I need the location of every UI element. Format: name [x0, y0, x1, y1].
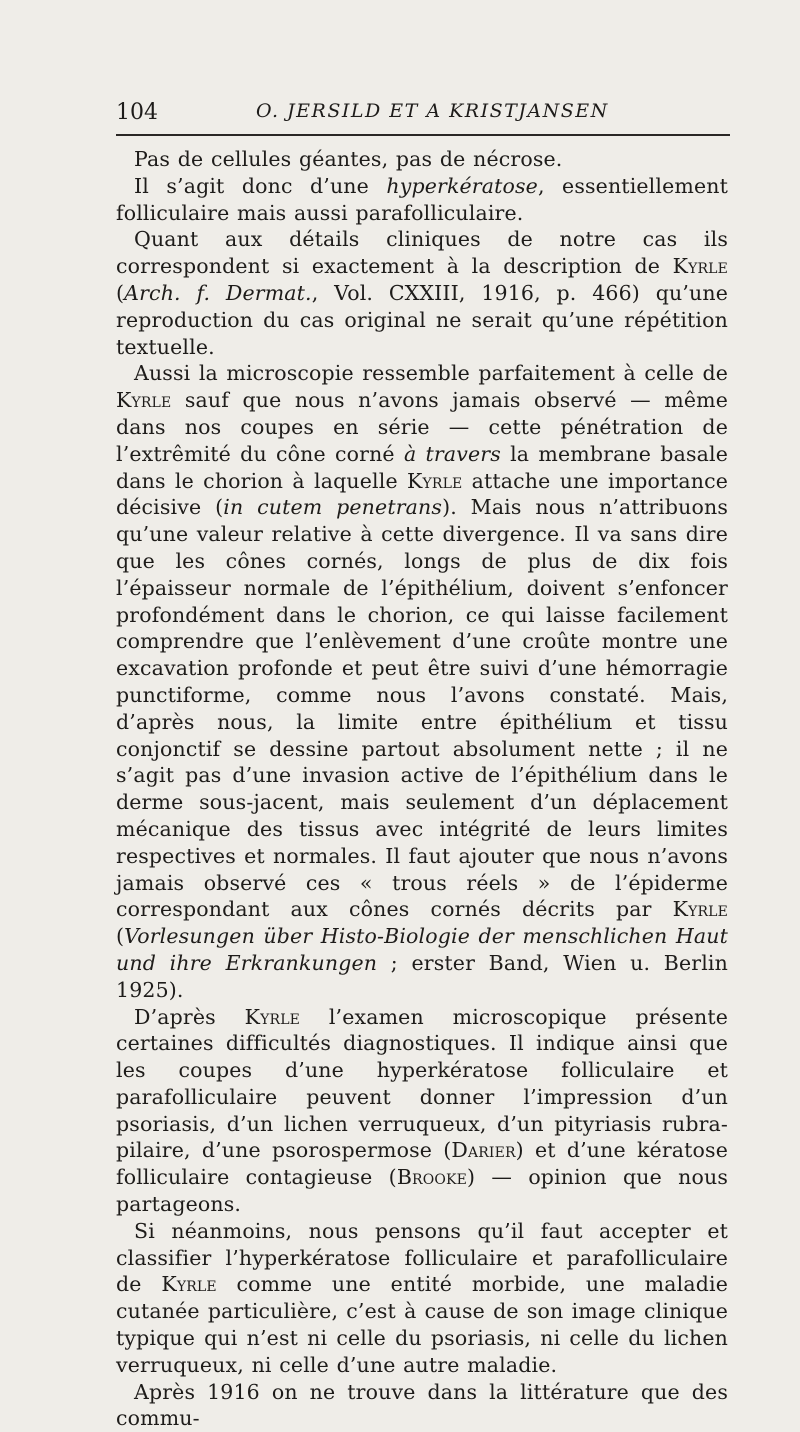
- author-name: Kyrle: [161, 1272, 217, 1297]
- text-span: , Vol. CXXIII, 1916, p. 466) qu’une reproduction du cas original ne serait qu’une répétition textuelle.: [116, 280, 728, 359]
- text-span: ) et d’une kératose folliculaire contagieuse (: [116, 1138, 728, 1190]
- text-span: (: [116, 924, 125, 949]
- paragraph-3: [116, 226, 728, 360]
- text-span: comme une entité morbide, une maladie cutanée particulière, c’est à cause de son image clinique typique qui n’est ni celle du psoriasis, ni celle du lichen verruqueux, ni celle d’une autre maladie.: [116, 1272, 728, 1377]
- text-span: la membrane basale dans le chorion à laquelle: [116, 441, 728, 493]
- text-span: attache une importance décisive (: [116, 468, 728, 520]
- text-span: ; erster Band, Wien u. Berlin 1925).: [116, 950, 728, 1002]
- book-title: Vorlesungen über Histo-Biologie der menschlichen Haut und ihre Erkrankungen: [116, 924, 728, 975]
- author-name: Kyrle: [407, 468, 463, 493]
- text-span: Si néanmoins, nous pensons qu’il faut accepter et classifier l’hyperkératose folliculaire et parafolliculaire de: [116, 1218, 728, 1297]
- text-span: (: [116, 280, 125, 305]
- text-span: , essentiellement folliculaire mais aussi parafolliculaire.: [116, 173, 728, 225]
- text-span: ). Mais nous n’attribuons qu’une valeur relative à cette divergence. Il va sans dire que les cônes cornés, longs de plus de dix fois l’épaisseur normale de l’épithélium, doivent s’enfoncer profondément dans le chorion, ce qui laisse facilement comprendre que l’enlèvement d’une croûte montre une excavation profonde et peut être suivi d’une hémorragie punctiforme, comme nous l’avons constaté. Mais, d’après nous, la limite entre épithélium et tissu conjonctif se dessine partout absolument nette ; il ne s’agit pas d’une invasion active de l’épithélium dans le derme sous-jacent, mais seulement d’un déplacement mécanique des tissus avec intégrité de leurs limites respectives et normales. Il faut ajouter que nous n’avons jamais observé ces « trous réels » de l’épiderme correspondant aux cônes cornés décrits par: [116, 495, 728, 922]
- author-name: Kyrle: [244, 1004, 301, 1029]
- paragraph-1: Pas de cellules géantes, pas de nécrose.: [134, 147, 563, 171]
- text-span: Quant aux détails cliniques de notre cas ils correspondent si exactement à la description de: [116, 227, 728, 279]
- header-rule: [116, 134, 730, 136]
- running-title: O. JERSILD ET A KRISTJANSEN: [256, 100, 609, 122]
- page-number: 104: [116, 100, 158, 125]
- italic-term: in cutem penetrans: [223, 495, 443, 520]
- author-name: Kyrle: [672, 254, 728, 279]
- text-span: D’après: [134, 1004, 245, 1029]
- author-name: Kyrle: [116, 388, 172, 413]
- paragraph-6: [116, 1218, 728, 1379]
- author-name: Darier: [451, 1138, 516, 1163]
- author-name: Brooke: [396, 1165, 467, 1190]
- body-text: [116, 146, 728, 1432]
- text-span: Il s’agit donc d’une: [134, 173, 387, 198]
- text-span: Aussi la microscopie ressemble parfaitement à celle de: [134, 361, 728, 386]
- text-span: l’examen microscopique présente certaines difficultés diagnostiques. Il indique ainsi que les coupes d’une hyperkératose folliculaire et parafolliculaire peuvent donner l’impression d’un psoriasis, d’un lichen verruqueux, d’un pityriasis rubra-pilaire, d’une psorospermose (: [116, 1004, 728, 1163]
- paragraph-2: [116, 173, 728, 227]
- paragraph-5: [116, 1004, 728, 1218]
- author-name: Kyrle: [672, 897, 728, 922]
- text-span: ) — opinion que nous partageons.: [116, 1165, 728, 1217]
- italic-term: à travers: [403, 441, 501, 466]
- paragraph-4: [116, 360, 728, 1003]
- italic-term: hyperkératose: [386, 173, 538, 198]
- paragraph-7: Après 1916 on ne trouve dans la littérature que des commu-: [116, 1379, 728, 1431]
- journal-title: Arch. f. Dermat.: [124, 280, 312, 305]
- text-span: sauf que nous n’avons jamais observé — même dans nos coupes en série — cette pénétration de l’extrêmité du cône corné: [116, 388, 728, 466]
- page-header: [116, 96, 728, 130]
